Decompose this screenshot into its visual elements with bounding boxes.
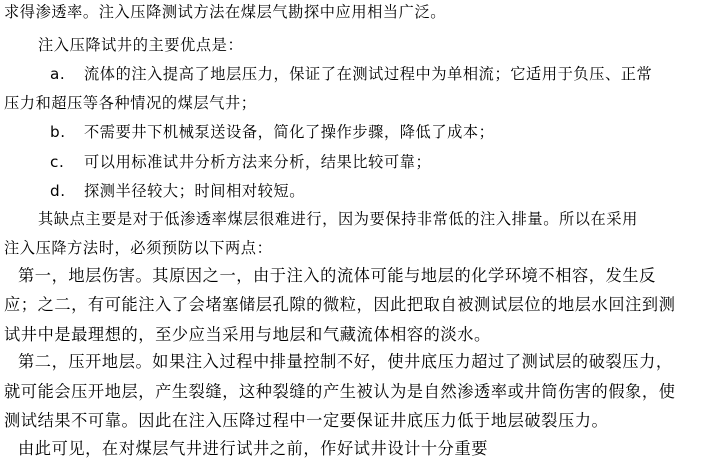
list-marker: b.: [50, 123, 66, 141]
paragraph-line: 其缺点主要是对于低渗透率煤层很难进行，因为要保持非常低的注入排量。所以在采用: [38, 210, 638, 228]
paragraph-line: 第一，地层伤害。其原因之一，由于注入的流体可能与地层的化学环境不相容，发生反: [18, 266, 656, 285]
list-item-text: 可以用标准试井分析方法来分析，结果比较可靠；: [84, 153, 432, 171]
list-item-text: 不需要井下机械泵送设备，简化了操作步骤，降低了成本；: [84, 123, 495, 141]
list-item-d: [50, 181, 305, 201]
paragraph-line: 由此可见，在对煤层气井进行试井之前，作好试井设计十分重要: [18, 439, 489, 458]
list-marker: d.: [50, 182, 66, 200]
section-heading: 注入压降试井的主要优点是：: [38, 36, 244, 54]
list-item-text: 流体的注入提高了地层压力，保证了在测试过程中为单相流；它适用于负压、正常: [84, 65, 653, 83]
list-item-a: [50, 64, 652, 84]
paragraph-line: 测试结果不可靠。因此在注入压降过程中一定要保证井底压力低于地层破裂压力。: [4, 411, 609, 430]
paragraph-line: 第二，压开地层。如果注入过程中排量控制不好，使井底压力超过了测试层的破裂压力，: [18, 352, 673, 371]
list-marker: c.: [50, 153, 65, 171]
list-item-a-continuation: 压力和超压等各种情况的煤层气井；: [4, 94, 257, 112]
list-item-text: 探测半径较大；时间相对较短。: [84, 182, 306, 200]
paragraph-line: 求得渗透率。注入压降测试方法在煤层气勘探中应用相当广泛。: [4, 3, 447, 21]
list-marker: a.: [50, 65, 66, 83]
paragraph-line: 试井中是最理想的，至少应当采用与地层和气藏流体相容的淡水。: [4, 325, 491, 344]
paragraph-line: 注入压降方法时，必须预防以下两点：: [4, 239, 273, 257]
paragraph-line: 就可能会压开地层，产生裂缝，这种裂缝的产生被认为是自然渗透率或井筒伤害的假象，使: [4, 382, 676, 401]
list-item-c: [50, 152, 431, 172]
list-item-b: [50, 122, 494, 142]
paragraph-line: 应；之二，有可能注入了会堵塞储层孔隙的微粒，因此把取自被测试层位的地层水回注到测: [4, 295, 676, 314]
